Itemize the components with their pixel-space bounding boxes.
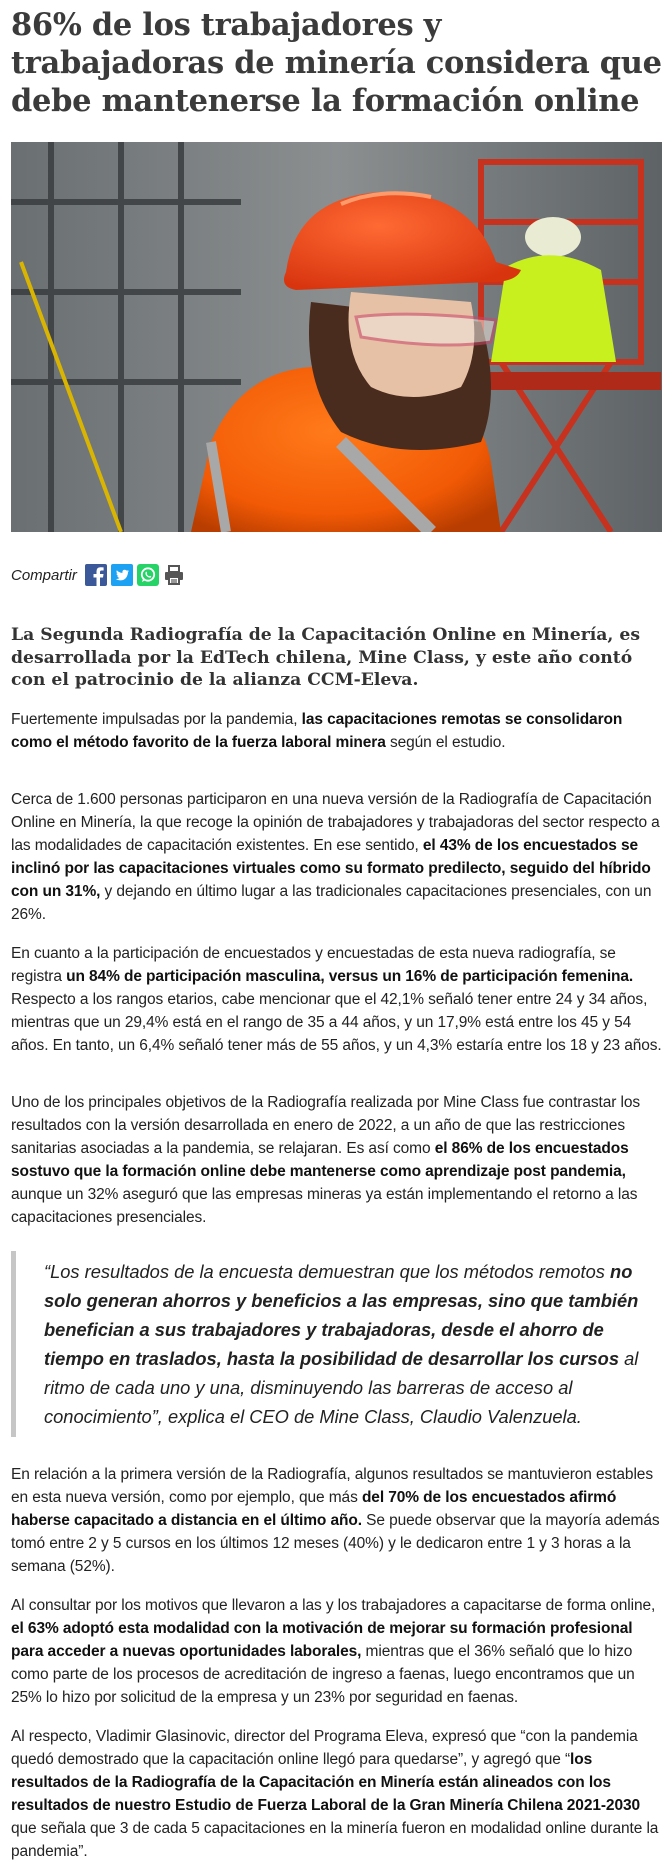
paragraph-7: Al respecto, Vladimir Glasinovic, director del Programa Eleva, expresó que “con la pandemia quedó demostrado que la capacitación online llegó para quedarse”, y agregó que “los resultados de la Radiografía de la Capacitación en Minería están alineados con los resultados de nuestro Estudio de Fuerza Laboral de la Gran Minería Chilena 2021-2030 que señala que 3 de cada 5 capacitaciones en la minería fueron en modalidad online durante la pandemia”. [11,1727,659,1860]
paragraph-5: En relación a la primera versión de la Radiografía, algunos resultados se mantuvieron estables en esta nueva versión, como por ejemplo, que más del 70% de los encuestados afirmó haberse capacitado a distancia en el último año. Se puede observar que la mayoría además tomó entre 2 y 5 cursos en los últimos 12 meses (40%) y le dedicaron entre 1 y 3 horas a la semana (52%). [11,1465,660,1575]
paragraph-5-highlight: del 70% de los encuestados afirmó haberse capacitado a distancia en el último año. [11,1488,617,1529]
paragraph-7-highlight: los resultados de la Radiografía de la Capacitación en Minería están alineados con los resultados de nuestro Estudio de Fuerza Laboral de la Gran Minería Chilena 2021-2030 [11,1750,641,1814]
paragraph-6-highlight: el 63% adoptó esta modalidad con la motivación de mejorar su formación profesional para acceder a nuevas oportunidades laborales, [11,1619,633,1660]
twitter-icon[interactable] [111,564,133,586]
paragraph-1: Fuertemente impulsadas por la pandemia, las capacitaciones remotas se consolidaron como el método favorito de la fuerza laboral minera según el estudio. [11,710,623,751]
share-label: Compartir [11,566,77,584]
article-lead: La Segunda Radiografía de la Capacitación Online en Minería, es desarrollada por la EdTech chilena, Mine Class, y este año contó con el patrocinio de la alianza CCM-Eleva. [11,625,640,690]
article [11,0,662,1863]
facebook-icon[interactable] [85,564,107,586]
paragraph-4-highlight: el 86% de los encuestados sostuvo que la formación online debe mantenerse como aprendizaje post pandemia, [11,1139,629,1180]
blockquote-highlight: no solo generan ahorros y beneficios a las empresas, sino que también benefician a sus trabajadores y trabajadoras, desde el ahorro de tiempo en traslados, hasta la posibilidad de desarrollar los cursos [44,1260,639,1369]
share-bar [11,562,662,588]
paragraph-3: En cuanto a la participación de encuestados y encuestadas de esta nueva radiografía, se registra un 84% de participación masculina, versus un 16% de participación femenina. Respecto a los rangos etarios, cabe mencionar que el 42,1% señaló tener entre 24 y 34 años, mientras que un 29,4% está en el rango de 35 a 44 años, y un 17,9% está entre los 45 y 54 años. En tanto, un 6,4% señaló tener más de 55 años, y un 4,3% estaría entre los 18 y 23 años. [11,944,662,1054]
paragraph-4: Uno de los principales objetivos de la Radiografía realizada por Mine Class fue contrastar los resultados con la versión desarrollada en enero de 2022, a un año de que las restricciones sanitarias asociadas a la pandemia, se relajaran. Es así como el 86% de los encuestados sostuvo que la formación online debe mantenerse como aprendizaje post pandemia, aunque un 32% aseguró que las empresas mineras ya están implementando el retorno a las capacitaciones presenciales. [11,1093,641,1226]
paragraph-2: Cerca de 1.600 personas participaron en una nueva versión de la Radiografía de Capacitación Online en Minería, la que recoge la opinión de trabajadores y trabajadoras del sector respecto a las modalidades de capacitación existentes. En ese sentido, el 43% de los encuestados se inclinó por las capacitaciones virtuales como su formato predilecto, seguido del híbrido con un 31%, y dejando en último lugar a las tradicionales capacitaciones presenciales, con un 26%. [11,790,660,923]
paragraph-6: Al consultar por los motivos que llevaron a las y los trabajadores a capacitarse de forma online, el 63% adoptó esta modalidad con la motivación de mejorar su formación profesional para acceder a nuevas oportunidades laborales, mientras que el 36% señaló que lo hizo como parte de los procesos de acreditación de ingreso a faenas, luego encontramos que un 25% lo hizo por solicitud de la empresa y un 23% por seguridad en faenas. [11,1596,656,1706]
paragraph-3-highlight: un 84% de participación masculina, versus un 16% de participación femenina. [66,967,634,985]
print-icon[interactable] [163,564,185,586]
article-title: 86% de los trabajadores y trabajadoras de minería considera que debe mantenerse la formación online [11,7,662,119]
paragraph-2-highlight: el 43% de los encuestados se inclinó por las capacitaciones virtuales como su formato predilecto, seguido del híbrido con un 31%, [11,836,651,900]
paragraph-1-highlight: las capacitaciones remotas se consolidaron como el método favorito de la fuerza laboral minera [11,710,623,751]
hero-photo-mining-worker [11,142,662,532]
whatsapp-icon[interactable] [137,564,159,586]
blockquote: “Los resultados de la encuesta demuestran que los métodos remotos no solo generan ahorros y beneficios a las empresas, sino que también benefician a sus trabajadores y trabajadoras, desde el ahorro de tiempo en traslados, hasta la posibilidad de desarrollar los cursos al ritmo de cada uno y una, disminuyendo las barreras de acceso al conocimiento”, explica el CEO de Mine Class, Claudio Valenzuela. [11,1251,662,1437]
